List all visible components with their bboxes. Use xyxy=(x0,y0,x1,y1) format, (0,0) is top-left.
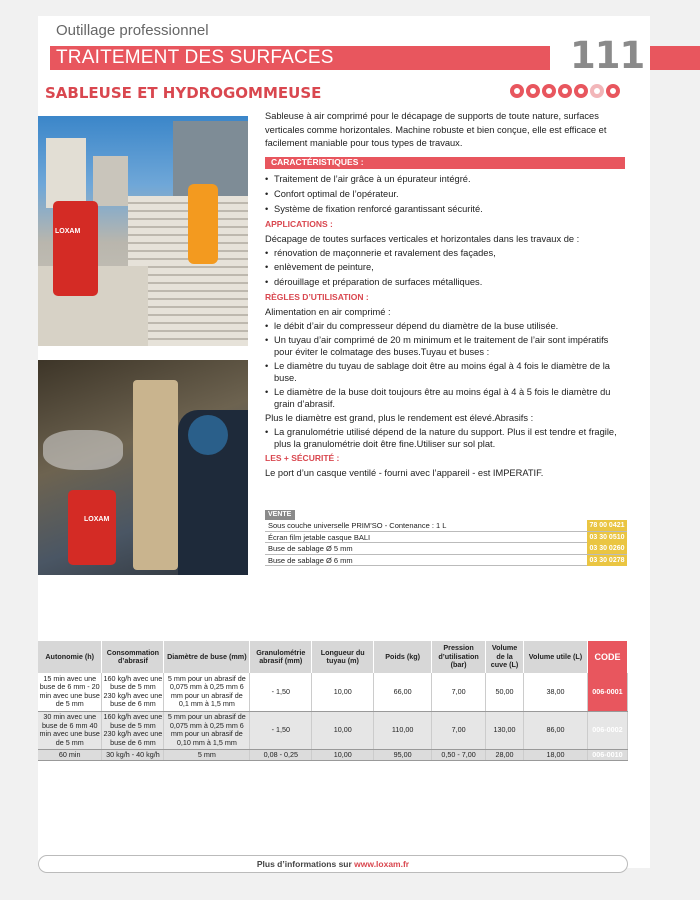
table-cell: 7,00 xyxy=(432,711,486,749)
table-cell: 160 kg/h avec une buse de 5 mm 230 kg/h avec une buse de 6 mm xyxy=(102,673,164,711)
table-cell: 95,00 xyxy=(374,749,432,761)
photo-stairs-sandblasting xyxy=(38,116,248,346)
product-code: 006-0002 xyxy=(587,711,627,749)
sandblaster-machine xyxy=(68,490,116,565)
table-cell: 110,00 xyxy=(374,711,432,749)
table-row xyxy=(265,543,627,555)
product-code: 006-0001 xyxy=(587,673,627,711)
table-row xyxy=(38,749,628,761)
safety-icons xyxy=(510,84,620,98)
securite-text: Le port d’un casque ventilé - fourni avec l’appareil - est IMPERATIF. xyxy=(265,468,544,478)
table-cell: 66,00 xyxy=(374,673,432,711)
column-header: Granulométrie abrasif (mm) xyxy=(250,641,312,673)
product-code: 006-0010 xyxy=(587,749,627,761)
vente-label: Sous couche universelle PRIM’SO - Contenance : 1 L xyxy=(268,521,447,530)
table-cell: 130,00 xyxy=(486,711,524,749)
applications-intro: Décapage de toutes surfaces verticales et horizontales dans les travaux de : xyxy=(265,234,580,244)
caracteristiques-heading: CARACTÉRISTIQUES : xyxy=(271,157,364,167)
dust-cloud xyxy=(43,430,123,470)
vente-label: Écran film jetable casque BALI xyxy=(268,532,371,542)
column-header: Poids (kg) xyxy=(374,641,432,673)
table-cell: 30 min avec une buse de 6 mm 40 min avec une buse de 5 mm xyxy=(38,711,102,749)
list-item: • Système de fixation renforcé garantissant sécurité. xyxy=(265,203,627,215)
helmet-icon xyxy=(542,84,556,98)
column-header-code: CODE xyxy=(587,641,627,673)
regles-note: Plus le diamètre est grand, plus le rendement est élevé.Abrasifs : xyxy=(265,413,534,423)
list-item: • Un tuyau d’air comprimé de 20 m minimum et le traitement de l’air sont impératifs pour éviter le colmatage des buses.Tuyau et buses : xyxy=(265,334,627,359)
coverall-icon xyxy=(606,84,620,98)
list-item: • enlèvement de peinture, xyxy=(265,261,627,273)
column-header: Volume utile (L) xyxy=(524,641,588,673)
photo-column-sandblasting xyxy=(38,360,248,575)
table-cell: 15 min avec une buse de 6 mm - 20 min avec une buse de 5 mm xyxy=(38,673,102,711)
caracteristiques-heading-box xyxy=(265,157,625,169)
list-item: • Le diamètre du tuyau de sablage doit être au moins égal à 4 fois le diamètre de la buse. xyxy=(265,360,627,385)
table-cell: 10,00 xyxy=(312,711,374,749)
sandblaster-machine xyxy=(53,201,98,296)
vente-code: 03 30 0510 xyxy=(587,532,627,543)
applications-heading: APPLICATIONS : xyxy=(265,219,333,229)
table-cell: 0,08 - 0,25 xyxy=(250,749,312,761)
table-cell: 10,00 xyxy=(312,749,374,761)
table-row xyxy=(38,711,628,749)
vente-label: Buse de sablage Ø 5 mm xyxy=(268,544,353,553)
page-number: 111 xyxy=(570,34,645,77)
stone-column xyxy=(133,380,178,570)
list-item: • La granulométrie utilisé dépend de la nature du support. Plus il est tendre et fragile, plus la granulométrie doit être fine.Utiliser sur sol plat. xyxy=(265,426,627,451)
column-header: Volume de la cuve (L) xyxy=(486,641,524,673)
table-cell: 5 mm xyxy=(164,749,250,761)
table-cell: - 1,50 xyxy=(250,711,312,749)
vente-code: 78 00 0421 xyxy=(587,520,627,531)
building xyxy=(46,138,86,208)
table-row xyxy=(265,532,627,544)
table-cell: - 1,50 xyxy=(250,673,312,711)
column-header: Longueur du tuyau (m) xyxy=(312,641,374,673)
building xyxy=(93,156,128,206)
regles-intro: Alimentation en air comprimé : xyxy=(265,307,391,317)
column-header: Pression d’utilisation (bar) xyxy=(432,641,486,673)
goggles-icon xyxy=(590,84,604,98)
table-row xyxy=(265,555,627,567)
list-item: • Le diamètre de la buse doit toujours être au moins égal à 4 à 5 fois le diamètre du grain d’abrasif. xyxy=(265,386,627,411)
machine-brand: LOXAM xyxy=(55,228,81,235)
footer-bar xyxy=(38,855,628,873)
securite-heading: LES + SÉCURITÉ : xyxy=(265,453,340,463)
table-cell: 7,00 xyxy=(432,673,486,711)
specs-table xyxy=(38,641,628,761)
vente-table xyxy=(265,510,627,566)
table-cell: 18,00 xyxy=(524,749,588,761)
table-cell: 50,00 xyxy=(486,673,524,711)
table-cell: 0,50 - 7,00 xyxy=(432,749,486,761)
gloves-icon xyxy=(558,84,572,98)
table-cell: 86,00 xyxy=(524,711,588,749)
boots-icon xyxy=(574,84,588,98)
table-row xyxy=(265,520,627,532)
worker xyxy=(188,184,218,264)
table-row xyxy=(38,673,628,711)
table-header-row xyxy=(38,641,628,673)
protective-mask-icon xyxy=(510,84,524,98)
vente-tag: VENTE xyxy=(265,510,295,520)
column-header: Diamètre de buse (mm) xyxy=(164,641,250,673)
footer-link[interactable]: www.loxam.fr xyxy=(354,859,410,869)
table-cell: 160 kg/h avec une buse de 5 mm 230 kg/h avec une buse de 6 mm xyxy=(102,711,164,749)
column-header: Autonomie (h) xyxy=(38,641,102,673)
list-item: • Traitement de l’air grâce à un épurateur intégré. xyxy=(265,173,627,185)
table-cell: 10,00 xyxy=(312,673,374,711)
title-bar-right xyxy=(650,46,700,70)
list-item: • rénovation de maçonnerie et ravalement des façades, xyxy=(265,247,627,259)
table-cell: 28,00 xyxy=(486,749,524,761)
column-header: Consommation d’abrasif xyxy=(102,641,164,673)
list-item: • Confort optimal de l’opérateur. xyxy=(265,188,627,200)
hearing-protection-icon xyxy=(526,84,540,98)
regles-heading: RÈGLES D’UTILISATION : xyxy=(265,292,369,302)
product-title: SABLEUSE ET HYDROGOMMEUSE xyxy=(45,84,322,102)
table-cell: 60 min xyxy=(38,749,102,761)
table-cell: 30 kg/h - 40 kg/h xyxy=(102,749,164,761)
section-label: Outillage professionnel xyxy=(56,22,209,39)
vente-code: 03 30 0260 xyxy=(587,543,627,554)
machine-brand: LOXAM xyxy=(84,516,110,523)
vente-code: 03 30 0278 xyxy=(587,555,627,566)
table-cell: 38,00 xyxy=(524,673,588,711)
title-bar xyxy=(50,46,550,70)
page-title: TRAITEMENT DES SURFACES xyxy=(56,47,334,68)
list-item: • le débit d’air du compresseur dépend du diamètre de la buse utilisée. xyxy=(265,320,627,332)
helmet xyxy=(188,415,228,455)
table-cell: 5 mm pour un abrasif de 0,075 mm à 0,25 mm 6 mm pour un abrasif de 0,10 mm à 1,5 mm xyxy=(164,711,250,749)
table-cell: 5 mm pour un abrasif de 0,075 mm à 0,25 mm 6 mm pour un abrasif de 0,1 mm à 1,5 mm xyxy=(164,673,250,711)
vente-label: Buse de sablage Ø 6 mm xyxy=(268,555,353,565)
list-item: • dérouillage et préparation de surfaces métalliques. xyxy=(265,276,627,288)
product-intro: Sableuse à air comprimé pour le décapage de supports de toute nature, surfaces verticales comme horizontales. Machine robuste et bien conçue, elle est efficace et facilement maniable pour tous types de travaux. xyxy=(265,111,607,148)
footer-text: Plus d’informations sur xyxy=(256,859,355,869)
